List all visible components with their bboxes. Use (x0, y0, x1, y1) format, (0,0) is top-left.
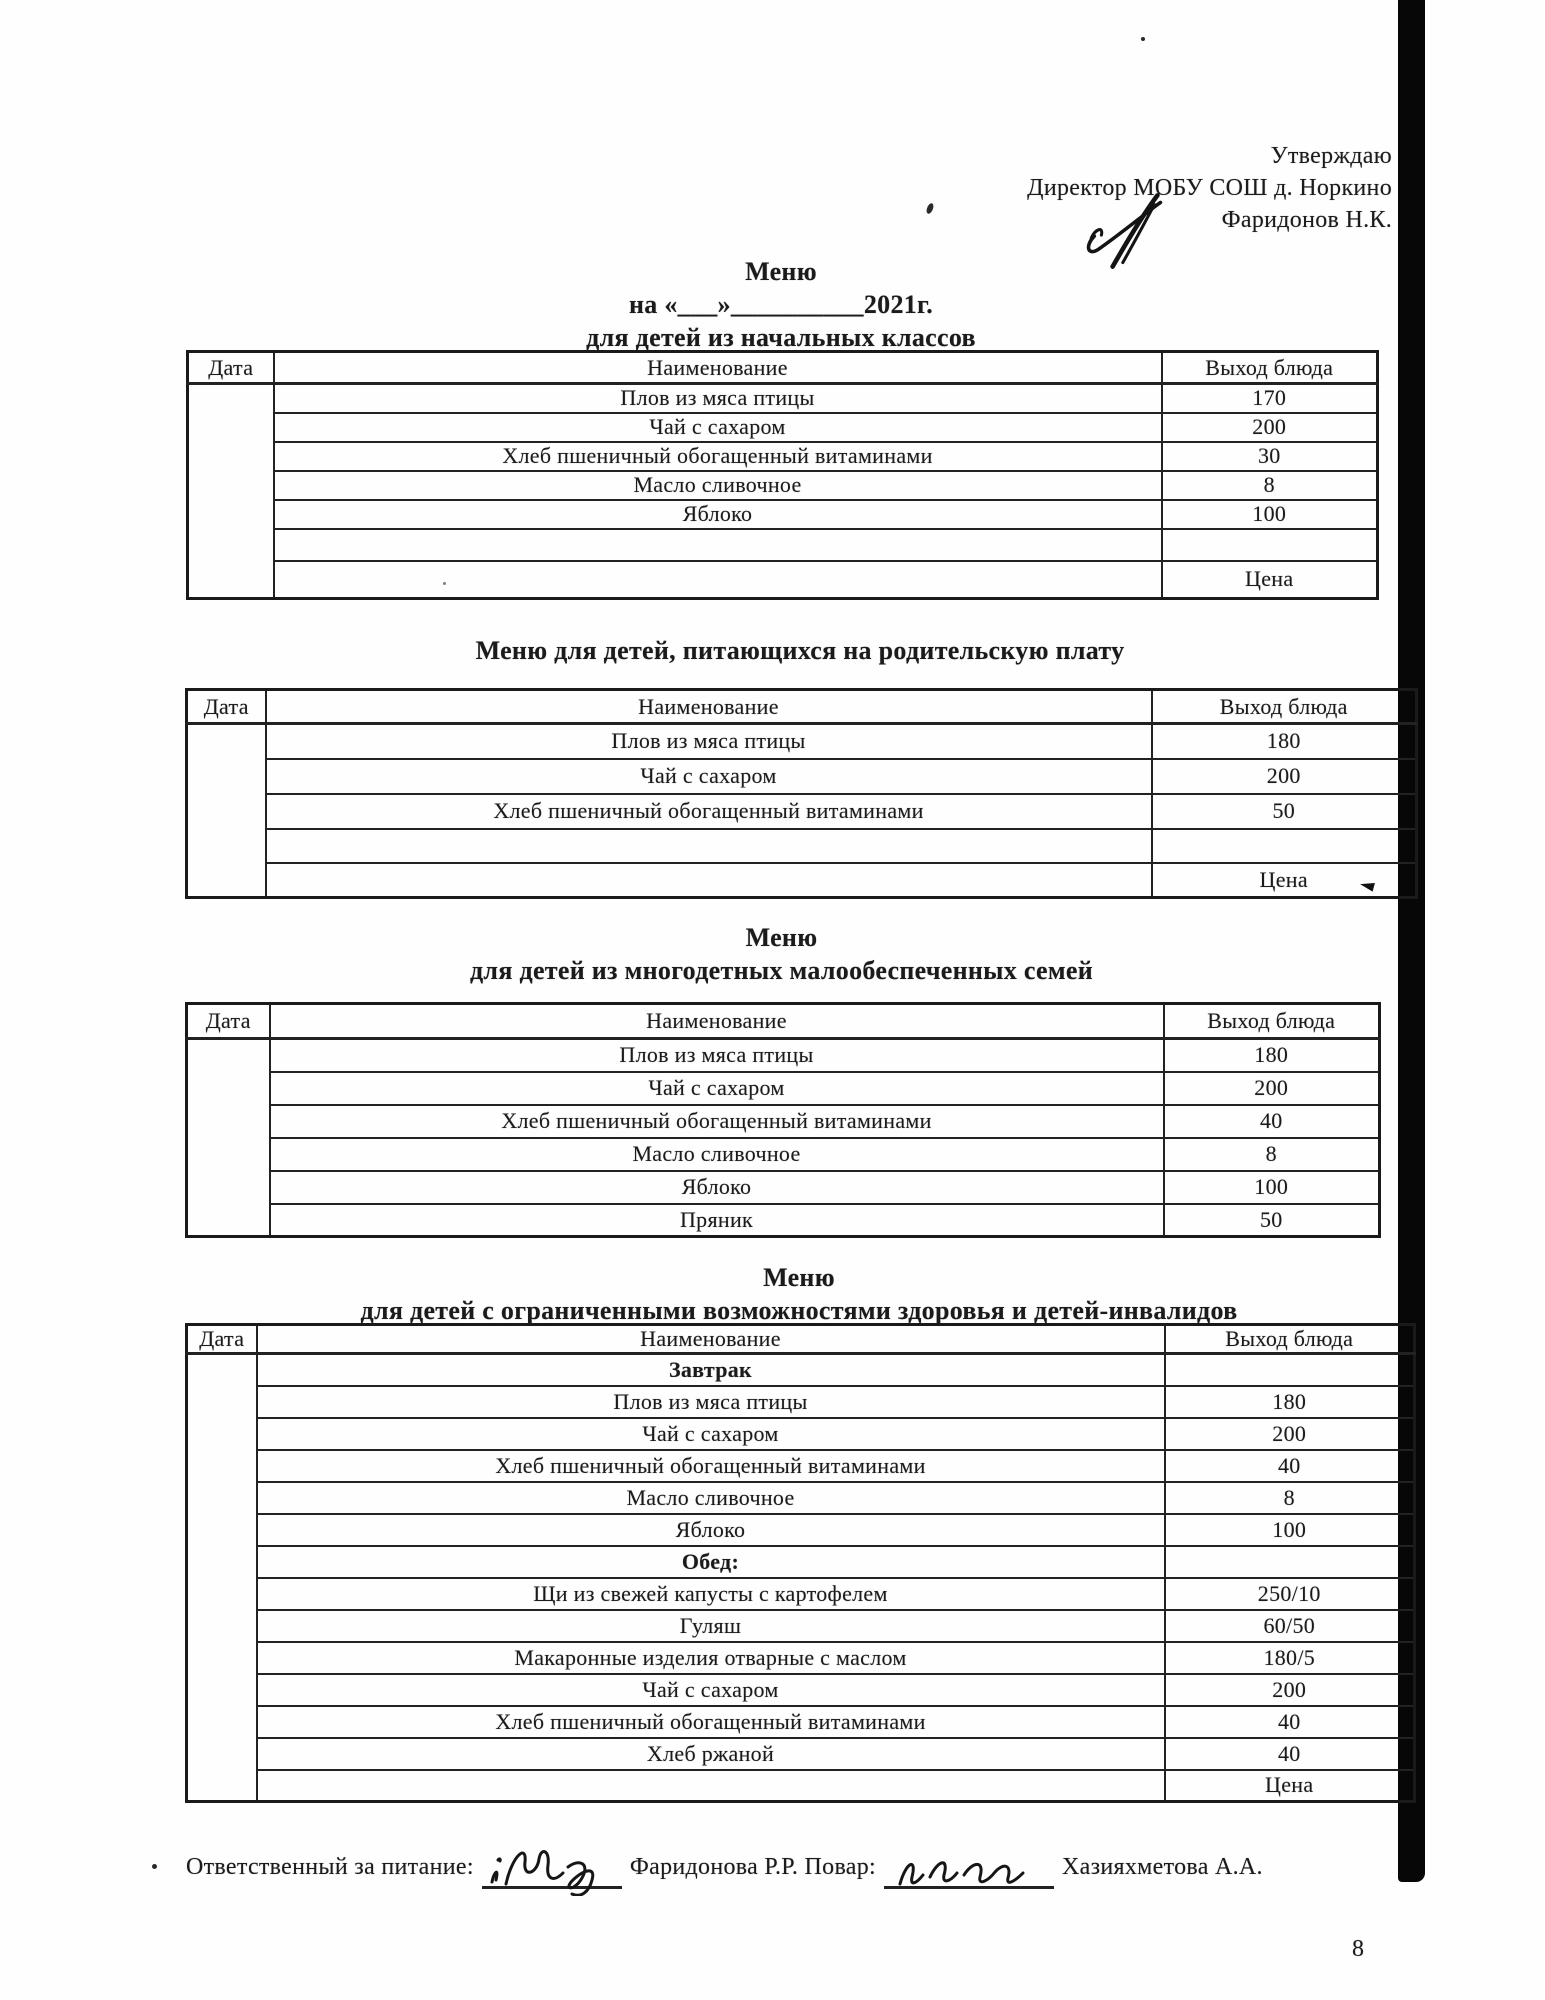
approval-director-line: Директор МОБУ СОШ д. Норкино (1027, 175, 1392, 201)
dish-output-cell: 250/10 (1165, 1578, 1415, 1610)
dish-output-cell: 200 (1152, 759, 1417, 794)
footer-cook-label: Повар: (804, 1854, 877, 1880)
column-header-output: Выход блюда (1162, 352, 1378, 384)
menu-title: Меню (763, 1263, 835, 1292)
dish-name-cell: Чай с сахаром (257, 1674, 1165, 1706)
dish-row (187, 1204, 1380, 1237)
dish-name-cell: Яблоко (274, 500, 1162, 529)
footer-responsible-name: Фаридонова Р.Р. (629, 1854, 799, 1880)
dish-row (187, 1138, 1380, 1171)
dish-name-cell: Плов из мяса птицы (274, 384, 1162, 413)
dish-row (188, 442, 1378, 471)
date-column-cell (187, 724, 266, 898)
column-header-output: Выход блюда (1164, 1004, 1380, 1039)
date-column-cell (187, 1039, 270, 1237)
menu-subtitle: для детей из начальных классов (586, 323, 976, 352)
dish-output-cell: 180 (1152, 724, 1417, 759)
dish-row (187, 794, 1417, 829)
dish-row (187, 1578, 1415, 1610)
column-header-output: Выход блюда (1165, 1325, 1415, 1354)
dish-name-cell: Масло сливочное (270, 1138, 1164, 1171)
dish-row (187, 1514, 1415, 1546)
dish-output-cell: 170 (1162, 384, 1378, 413)
menu-table-disabled-children (185, 1323, 1416, 1803)
menu-table-large-families (185, 1002, 1381, 1238)
dish-row (188, 500, 1378, 529)
menu-date-line: на «___»__________2021г. (628, 290, 934, 319)
menu-table-primary-classes (186, 350, 1379, 600)
meal-label-cell: Завтрак (257, 1354, 1165, 1386)
dish-output-cell (1162, 529, 1378, 561)
date-column-cell (188, 384, 274, 599)
column-header-date: Дата (187, 690, 266, 724)
menu-title: Меню для детей, питающихся на родительскую плату (475, 636, 1125, 665)
price-row (187, 1770, 1415, 1802)
responsible-signature-icon (484, 1834, 619, 1896)
dish-row (187, 1105, 1380, 1138)
dish-output-cell (1165, 1354, 1415, 1386)
dish-name-cell: Яблоко (270, 1171, 1164, 1204)
dish-name-cell: Чай с сахаром (266, 759, 1152, 794)
menu-title-parent-fee (185, 634, 1415, 667)
column-header-date: Дата (188, 352, 274, 384)
dish-row (187, 1642, 1415, 1674)
dish-name-cell: Щи из свежей капусты с картофелем (257, 1578, 1165, 1610)
dish-output-cell: 200 (1165, 1674, 1415, 1706)
column-header-name: Наименование (257, 1325, 1165, 1354)
dish-name-cell (257, 1770, 1165, 1802)
dish-name-cell: Масло сливочное (274, 471, 1162, 500)
menu-title: Меню (745, 923, 818, 952)
dish-output-cell: 40 (1165, 1706, 1415, 1738)
dish-name-cell: Пряник (270, 1204, 1164, 1237)
footer-signatures (186, 1845, 1396, 1889)
menu-title-primary-classes (186, 255, 1376, 354)
dish-output-cell: 50 (1164, 1204, 1380, 1237)
dish-output-cell (1152, 829, 1417, 863)
menu-title-disabled-children (185, 1261, 1413, 1327)
dish-row (187, 1386, 1415, 1418)
dish-name-cell: Хлеб пшеничный обогащенный витаминами (274, 442, 1162, 471)
dish-name-cell: Плов из мяса птицы (257, 1386, 1165, 1418)
dish-name-cell: Плов из мяса птицы (266, 724, 1152, 759)
column-header-date: Дата (187, 1004, 270, 1039)
dish-output-cell: 200 (1165, 1418, 1415, 1450)
dish-row (187, 1450, 1415, 1482)
column-header-name: Наименование (274, 352, 1162, 384)
dish-name-cell: Гуляш (257, 1610, 1165, 1642)
price-label-cell: Цена (1165, 1770, 1415, 1802)
dish-name-cell: Хлеб ржаной (257, 1738, 1165, 1770)
dish-row (187, 1706, 1415, 1738)
menu-subtitle: для детей из многодетных малообеспеченных семей (469, 956, 1094, 985)
dish-name-cell (266, 863, 1152, 898)
dish-output-cell: 180 (1164, 1039, 1380, 1072)
dish-output-cell: 50 (1152, 794, 1417, 829)
meal-lunch-row (187, 1546, 1415, 1578)
approval-director-name: Фаридонов Н.К. (1221, 207, 1392, 233)
dish-output-cell: 8 (1165, 1482, 1415, 1514)
column-header-name: Наименование (266, 690, 1152, 724)
price-label-cell: Цена (1162, 561, 1378, 599)
dish-name-cell: Хлеб пшеничный обогащенный витаминами (266, 794, 1152, 829)
dish-output-cell: 100 (1165, 1514, 1415, 1546)
dish-output-cell: 100 (1164, 1171, 1380, 1204)
dish-output-cell: 8 (1162, 471, 1378, 500)
dish-name-cell (274, 561, 1162, 599)
meal-breakfast-row (187, 1354, 1415, 1386)
dish-row (187, 1072, 1380, 1105)
column-header-date: Дата (187, 1325, 257, 1354)
scan-speck (1141, 37, 1145, 41)
dish-output-cell: 180 (1165, 1386, 1415, 1418)
responsible-signature-line (482, 1860, 622, 1889)
dish-name-cell: Хлеб пшеничный обогащенный витаминами (270, 1105, 1164, 1138)
dish-output-cell: 40 (1165, 1738, 1415, 1770)
dish-name-cell (266, 829, 1152, 863)
dish-row (187, 1418, 1415, 1450)
menu-title-large-families (185, 921, 1378, 987)
cook-signature-line (884, 1860, 1054, 1889)
dish-output-cell: 30 (1162, 442, 1378, 471)
dish-row (187, 759, 1417, 794)
dish-output-cell (1165, 1546, 1415, 1578)
dish-name-cell: Плов из мяса птицы (270, 1039, 1164, 1072)
cook-signature-icon (886, 1844, 1046, 1896)
price-row (187, 863, 1417, 898)
price-label-cell: Цена (1152, 863, 1417, 898)
dish-row (187, 1482, 1415, 1514)
dish-name-cell: Чай с сахаром (274, 413, 1162, 442)
dish-row (188, 413, 1378, 442)
menu-table-parent-fee (185, 688, 1418, 899)
page-number: 8 (1352, 1936, 1365, 1962)
dish-output-cell: 40 (1165, 1450, 1415, 1482)
dish-row (187, 1610, 1415, 1642)
menu-title: Меню (745, 257, 817, 286)
dish-output-cell: 200 (1162, 413, 1378, 442)
date-column-cell (187, 1354, 257, 1802)
dish-row (187, 1039, 1380, 1072)
meal-label-cell: Обед: (257, 1546, 1165, 1578)
dish-output-cell: 40 (1164, 1105, 1380, 1138)
column-header-output: Выход блюда (1152, 690, 1417, 724)
dish-name-cell: Масло сливочное (257, 1482, 1165, 1514)
dish-row (188, 384, 1378, 413)
dish-output-cell: 100 (1162, 500, 1378, 529)
dish-row (187, 1674, 1415, 1706)
dish-name-cell: Чай с сахаром (257, 1418, 1165, 1450)
dish-output-cell: 60/50 (1165, 1610, 1415, 1642)
approval-approve-line: Утверждаю (1270, 143, 1392, 169)
dish-row (187, 1171, 1380, 1204)
dish-name-cell: Яблоко (257, 1514, 1165, 1546)
dish-name-cell: Хлеб пшеничный обогащенный витаминами (257, 1706, 1165, 1738)
dish-row (187, 724, 1417, 759)
empty-row (187, 829, 1417, 863)
dish-output-cell: 180/5 (1165, 1642, 1415, 1674)
dish-row (188, 471, 1378, 500)
menu-subtitle: для детей с ограниченными возможностями здоровья и детей-инвалидов (360, 1296, 1238, 1325)
dish-name-cell (274, 529, 1162, 561)
empty-row (188, 529, 1378, 561)
dish-name-cell: Хлеб пшеничный обогащенный витаминами (257, 1450, 1165, 1482)
footer-cook-name: Хазияхметова А.А. (1062, 1854, 1263, 1880)
dish-name-cell: Макаронные изделия отварные с маслом (257, 1642, 1165, 1674)
footer-responsible-label: Ответственный за питание: (186, 1854, 474, 1880)
dish-output-cell: 8 (1164, 1138, 1380, 1171)
column-header-name: Наименование (270, 1004, 1164, 1039)
price-row (188, 561, 1378, 599)
dish-output-cell: 200 (1164, 1072, 1380, 1105)
scan-speck (926, 202, 934, 214)
scan-speck (152, 1864, 157, 1869)
dish-name-cell: Чай с сахаром (270, 1072, 1164, 1105)
dish-row (187, 1738, 1415, 1770)
